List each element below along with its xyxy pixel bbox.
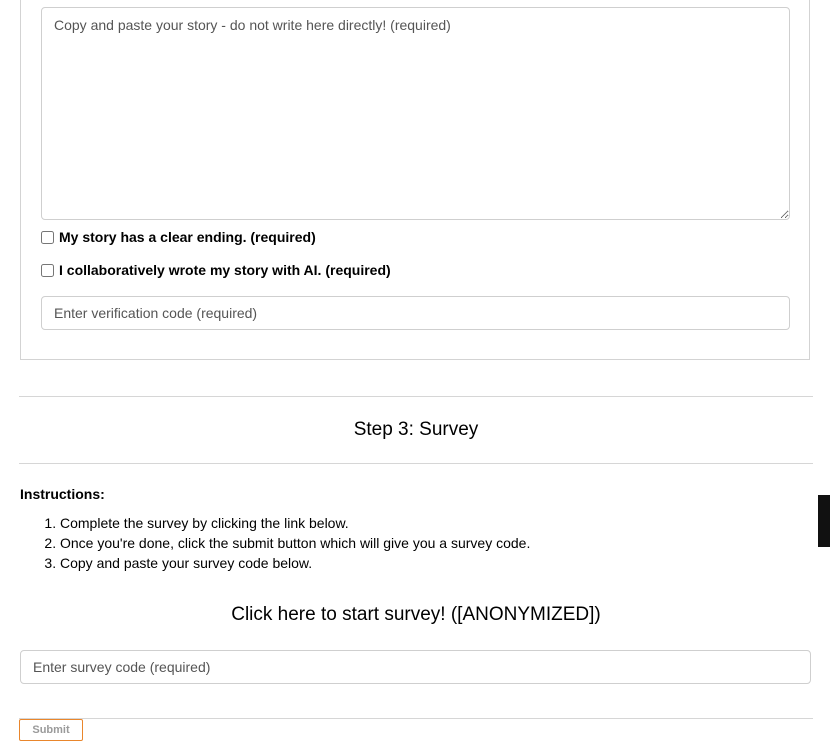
story-textarea[interactable] bbox=[41, 7, 790, 220]
instructions-label: Instructions: bbox=[20, 486, 105, 502]
verification-code-input[interactable] bbox=[41, 296, 790, 330]
clear-ending-checkbox-row[interactable] bbox=[40, 229, 316, 245]
instructions-list bbox=[20, 513, 530, 573]
divider-top bbox=[19, 396, 813, 397]
instruction-step: 2. Once you're done, click the submit button which will give you a survey code. bbox=[60, 533, 530, 553]
edge-bar bbox=[818, 495, 830, 547]
collab-ai-label: I collaboratively wrote my story with AI. (required) bbox=[59, 262, 391, 278]
divider-bottom bbox=[19, 463, 813, 464]
survey-code-input[interactable] bbox=[20, 650, 811, 684]
divider-footer bbox=[19, 718, 813, 719]
start-survey-link[interactable]: Click here to start survey! ([ANONYMIZED]) bbox=[231, 604, 601, 625]
instruction-step: 3. Copy and paste your survey code below. bbox=[60, 553, 530, 573]
step-title: Step 3: Survey bbox=[353, 419, 479, 440]
clear-ending-checkbox[interactable] bbox=[41, 231, 54, 244]
collab-ai-checkbox-row[interactable] bbox=[40, 262, 391, 278]
collab-ai-checkbox[interactable] bbox=[41, 264, 54, 277]
instruction-step: 1. Complete the survey by clicking the link below. bbox=[60, 513, 530, 533]
clear-ending-label: My story has a clear ending. (required) bbox=[59, 229, 316, 245]
submit-button[interactable]: Submit bbox=[19, 719, 83, 741]
